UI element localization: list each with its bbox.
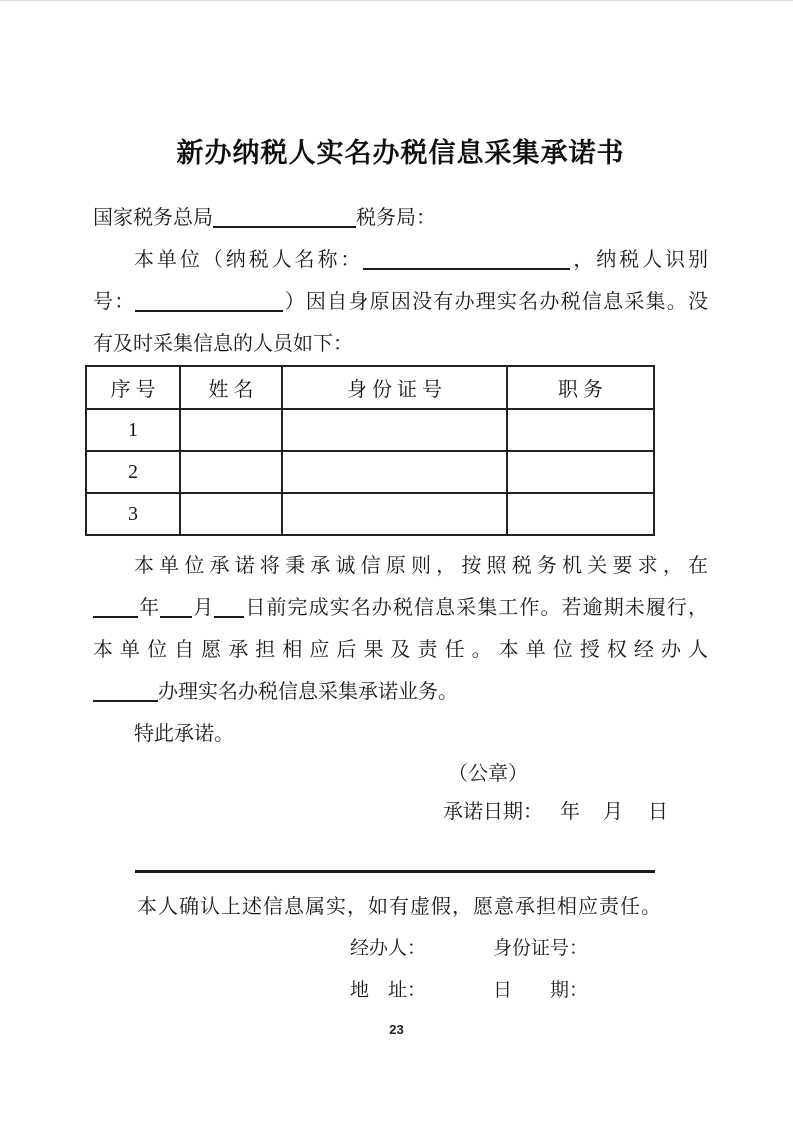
- cell-name: [180, 409, 282, 451]
- cell-id-number: [282, 409, 507, 451]
- cell-serial: 2: [86, 451, 180, 493]
- text-run: 本单位承诺将秉承诚信原则，按照税务机关要求，在: [134, 555, 708, 577]
- text-run: ）因自身原因没有办理实名办税信息采集。没: [283, 291, 709, 313]
- seal-row: [93, 755, 708, 793]
- page-number: 23: [389, 1022, 404, 1037]
- date-label: 日 期：: [493, 980, 589, 1001]
- intro-section: [93, 197, 708, 365]
- text-run: 本单位（纳税人名称：: [134, 249, 364, 271]
- cell-position: [507, 409, 654, 451]
- blank-underline: [93, 613, 138, 618]
- table-row: [86, 493, 654, 535]
- address-date-row: [93, 970, 708, 1012]
- para2-line4: [93, 671, 708, 713]
- year-label: 年: [560, 801, 580, 823]
- seal-placeholder: （公章）: [448, 763, 528, 785]
- text-run: 特此承诺。: [134, 723, 234, 745]
- month-label: 月: [603, 801, 623, 823]
- text-run: 有及时采集信息的人员如下：: [93, 333, 353, 355]
- confirmation-statement: 本人确认上述信息属实，如有虚假，愿意承担相应责任。: [137, 896, 662, 918]
- id-number-label: 身份证号：: [493, 938, 589, 959]
- table-header-id-number: 身份证号: [282, 366, 507, 409]
- text-run: ，纳税人识别: [570, 249, 708, 271]
- para1-line1: [93, 239, 708, 281]
- para2-line2: [93, 587, 708, 629]
- blank-underline: [363, 265, 570, 270]
- table-header-serial: 序号: [86, 366, 180, 409]
- cell-position: [507, 451, 654, 493]
- text-run: 年: [138, 597, 161, 619]
- commitment-date-row: [93, 793, 708, 831]
- table-header-name: 姓名: [180, 366, 282, 409]
- blank-underline: [213, 223, 356, 228]
- content-area: [93, 0, 708, 1012]
- table-row: [86, 409, 654, 451]
- table-header-position: 职务: [507, 366, 654, 409]
- text-run: 办理实名办税信息采集承诺业务。: [158, 681, 458, 703]
- cell-id-number: [282, 451, 507, 493]
- salutation-line: [93, 197, 708, 239]
- day-label: 日: [648, 801, 668, 823]
- cell-name: [180, 493, 282, 535]
- cell-name: [180, 451, 282, 493]
- document-title: 新办纳税人实名办税信息采集承诺书: [176, 138, 625, 168]
- table-header-row: [86, 366, 654, 409]
- section-divider: [135, 870, 655, 873]
- text-run: 日前完成实名办税信息采集工作。若逾期未履行，: [244, 597, 709, 619]
- para2-line3: [93, 629, 708, 671]
- blank-underline: [135, 307, 283, 312]
- table-row: [86, 451, 654, 493]
- pledge-section: [93, 545, 708, 755]
- blank-underline: [93, 697, 158, 702]
- closing-line: [93, 713, 708, 755]
- blank-underline: [160, 613, 192, 618]
- text-run: 税务局：: [356, 207, 436, 229]
- blank-underline: [214, 613, 244, 618]
- text-run: 国家税务总局: [93, 207, 213, 229]
- cell-serial: 1: [86, 409, 180, 451]
- commitment-date-label: 承诺日期：: [443, 801, 543, 823]
- para1-line2: [93, 281, 708, 323]
- text-run: 月: [192, 597, 215, 619]
- personnel-table: [85, 365, 655, 536]
- cell-serial: 3: [86, 493, 180, 535]
- cell-id-number: [282, 493, 507, 535]
- operator-label: 经办人：: [350, 938, 427, 959]
- operator-row: [93, 928, 708, 970]
- cell-position: [507, 493, 654, 535]
- text-run: 本单位自愿承担相应后果及责任。本单位授权经办人: [93, 639, 708, 661]
- text-run: 号：: [93, 291, 136, 313]
- para2-line1: [93, 545, 708, 587]
- para1-line3: [93, 323, 708, 365]
- address-label: 地 址：: [350, 980, 427, 1001]
